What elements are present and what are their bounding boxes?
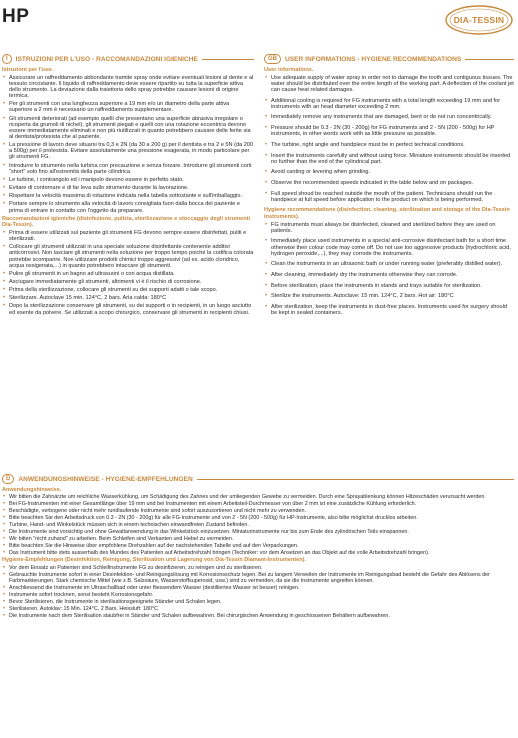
list-item: • Dopo la sterilizzazione conservare gli strumenti, su dei supporti o in recipienti, in un luogo asciutto ed esente da polvere. Se utilizzati a scopo chirurgico, conservare gli strumenti in recipienti chiusi. [2, 303, 254, 315]
list-item: • Prima di essere utilizzati sul paziente gli strumenti FG devono sempre essere disinfettati, puliti e sterilizzati. [2, 230, 254, 242]
logo-text: DIA-TESSIN [453, 15, 505, 25]
italian-heading-row [2, 54, 254, 64]
list-item: • Gli strumenti deteriorati (ad esempio quelli che presentano una superficie abrasiva irregolare o ricoperta da grumoli di nichel), gli strumenti piegati e quelli con una rotazione eccentrica devono essere immediatamente eliminati e non più riutilizzati in quanto potrebbero causare delle ferite sia al dentista/protesista che al paziente. [2, 116, 254, 141]
english-heading-row [264, 54, 514, 64]
dia-tessin-logo [444, 4, 514, 36]
list-item: • Avoid canting or levering when grinding. [264, 169, 514, 175]
list-item: • Sterilisieren. Autoklav: 15 Min. 124°C, 2 Bars. Heissluft: 180°C [2, 606, 514, 612]
english-hygiene-title: Hygiene recommendations (disinfection, cleaning, sterilization and storage of the Dia-Tessin instruments). [264, 207, 510, 221]
italian-heading: ISTRUZIONI PER L'USO - RACCOMANDAZIONI IGIENICHE [15, 55, 198, 63]
list-item: • Wir bitten die Zahnärzte um reichliche Wasserkühlung, um Schädigung des Zahnes und der umliegenden Gewebe zu vermeiden. Durch eine Sprayablenkung können Hitzeschäden verursacht werden. [2, 494, 514, 500]
list-item: • Rispettare la velocità massima di rotazione indicata nella tabella sottostante e sull'imballaggio. [2, 193, 254, 199]
list-item: • Das Instrument bitte stets ausserhalb des Mundes des Patienten auf Arbeitsdrehzahl bringen (Techniker: vor dem Ansetzen an das Objekt auf die volle Arbeitsdrehzahl bringen). [2, 550, 514, 556]
language-badge-i: I [2, 54, 12, 64]
italian-hygiene-title: Raccomandazioni igieniche (disinfezione, pulizia, sterilizzazione e stoccaggio degli strumenti Dia-Tessin). [2, 215, 251, 229]
list-item: • Prima della sterilizzazione, collocare gli strumenti su dei supporti adatti o tale scopo. [2, 287, 254, 293]
list-item: • Le turbine, i contrangolo ed i manipolo devono essere in perfetto stato. [2, 177, 254, 183]
list-item: • FG instruments must always be disinfected, cleaned and sterilized before they are used on patients. [264, 222, 514, 234]
list-item: • Observe the recommended speeds indicated in the table below and on packages. [264, 180, 514, 186]
german-hygiene-title: Hygiene-Empfehlungen (Desinfektion, Reinigung, Sterilisation und Lagerung von Dia-Tessin Diamant-Instrumenten). [2, 557, 306, 564]
list-item: • Sterilize the instruments. Autoclave: 15 min. 124°C, 2 bars. Hot air: 180°C [264, 293, 514, 299]
italian-usage-title: Istruzioni per l'uso. [2, 67, 54, 73]
page-title: HP [2, 6, 30, 27]
heading-rule [465, 59, 514, 60]
list-item: • Sterilizzare. Autoclave 15 min. 124°C, 2 bars. Aria calda: 180°C [2, 295, 254, 301]
list-item: • Full speed shoud be reached outside the mouth of the patient. Technicians should run the handpiece at full speed before application to the product on which is being performed. [264, 191, 514, 203]
english-usage-list [264, 75, 514, 203]
list-item: • Per gli strumenti con una lunghezza superiore a 19 mm e/o un diametro della parte attiva superiore a 2 mm è necessario un raffreddamento supplementare. [2, 101, 254, 113]
list-item: • Insert the instruments carefully and without using force. Miniature instruments should be inserted no further than the end of the cylindrical part. [264, 153, 514, 165]
list-item: • Anschliessend die Instrumente im Ultraschallbad oder unter fliessendem Wasser (destilliertes Wasser ist besser) reinigen. [2, 585, 514, 591]
english-section [264, 54, 514, 321]
list-item: • Immediately remove any instruments that are damaged, bent or do not run concentrically. [264, 114, 514, 120]
list-item: • Turbine, Hand- und Winkelstück müssen sich in einem technischen einwandfreien Zustand befinden. [2, 522, 514, 528]
language-badge-gb: GB [264, 54, 281, 64]
list-item: • Additional cooling is required for FG instruments with a total length exceeding 19 mm and for instruments with an head diameter exceeding 2 mm. [264, 98, 514, 110]
german-hygiene-list [2, 565, 514, 619]
list-item: • Die Instrumente sind vorsichtig und ohne Gewaltanwendung in das Winkelstück einzusetzen. Miniaturinstrumente nur bis zum Ende des zylindrischen Teils einspannen. [2, 529, 514, 535]
german-section [2, 474, 514, 620]
list-item: • Portare sempre lo strumento alla velocità di lavoro consigliata fuori dalla bocca del paziente e prima di entrare in contatto con l'oggetto da preparare. [2, 201, 254, 213]
italian-hygiene-list [2, 230, 254, 316]
german-heading: ANWENDUNGSHINWEISE - HYGIENE-EMPFEHLUNGEN [18, 475, 193, 483]
list-item: • Immediately place used instruments in a special anti-corrosive disinfectant bath for a short time otherwise their colour code may come off. Do not use too aggressive products (hydrochloric acid, hydrogen peroxide,...), they may corrode the instruments. [264, 238, 514, 256]
list-item: • Die Instrumente nach dem Sterilisation staubfrei in Ständer und Schalen aufbewahren. Bei chirurgischen Anwendung in geschlossenen Behältern aufbewahren. [2, 613, 514, 619]
english-usage-title: User informations. [264, 67, 314, 73]
heading-rule [197, 479, 514, 480]
list-item: • Clean the instruments in an ultrasonic bath or under running water (preferably distilled water). [264, 261, 514, 267]
list-item: • Vor dem Einsatz an Patienten sind Schleifinstrumente FG zu desinfizieren, zu reinigen und zu sterilisieren. [2, 565, 514, 571]
list-item: • Assicurare un raffreddamento abbondante tramite spray onde evitare eventuali lesioni al dente e al tessuto circostante. Il liquido di raffreddamento deve essere ripartito su tutta la superficie attiva dello strumento. La deviazione dalla traiettoria dello spray potrebbe causare lesioni di origine termica. [2, 75, 254, 100]
list-item: • Bitte beachten Sie die Hinweise über empfohlene Drehzahlen auf der nachstehenden Tabelle und auf den Verpackungen. [2, 543, 514, 549]
language-badge-d: D [2, 474, 14, 484]
german-heading-row [2, 474, 514, 484]
german-usage-title: Anwendungshinweise. [2, 487, 62, 493]
list-item: • After cleaning, immediately dry the instruments otherwise they can corrode. [264, 272, 514, 278]
italian-section [2, 54, 254, 318]
list-item: • Collocare gli strumenti utilizzati in una speciale soluzione disinfettante contenente additivi anticorrosivi. Non lasciare gli strumenti nella soluzione per troppo tempo poiché la codifica colorata potrebbe scomparire. Non utilizzare prodotti chimici troppo aggressivi (ad es. acido cloridrico, acqua ossigenata,...) in quanto potrebbero intaccare gli strumenti. [2, 244, 254, 269]
list-item: • Pressure should be 0.3 - 2N (30 - 200g) for FG instruments and 2 - 5N (200 - 500g) for HP instruments, in other words work with as little pressure as possible. [264, 125, 514, 137]
list-item: • Introdurre lo strumento nella turbina con precauzione e senza forzare. Introdurre gli strumenti corti "short" solo fino all'estremità della parte cilindrica. [2, 163, 254, 175]
list-item: • Bitte beachten Sie den Arbeitsdruck von 0.3 - 2N (30 - 200g) für alle FG-Instrumente und von 2 - 5N (200 - 500g) für HP-Instrumente, also bitte möglichst drucklos arbeiten. [2, 515, 514, 521]
list-item: • Bei FG-Instrumenten mit einer Gesamtlänge über 19 mm und bei Instrumenten mit einem Arbeitsteil-Durchmesser von über 2 mm ist eine zusätzliche Kühlung erforderlich. [2, 501, 514, 507]
list-item: • Gebrauchte Instrumente sofort in einer Desinfektion- und Reinigungslösung mit Korrosionsschutz legen. Bei zu langem Verweilen der Instrumente im Reinigungsbad besteht die Gefahr des Ablösens der Farbmarkierungen. Stark chemische Mittel (wie z.B. Salzsäure, Wasserstoffsuperoxid, usw.) sind zu vermeiden, da sie die Instrumente angreifen können. [2, 572, 514, 584]
list-item: • Beschädigte, verbogene oder nicht mehr rundlaufende Instrumente sind sofort auszusortieren und nicht mehr zu verwenden. [2, 508, 514, 514]
list-item: • La pressione di lavoro deve situarsi tra 0,3 e 2N (da 30 a 200 g) per il dentista e tra 2 e 5N (da 200 a 500g) per il protesista. Evitare assolutamente una pressione esagerata, in modo particolare per gli strumenti FG. [2, 142, 254, 160]
list-item: • Bevor Sterilisieren, die Instrumente in sterilisationsgeeignete Ständer und Schalen legen. [2, 599, 514, 605]
list-item: • Before sterilization, place the instruments in stands and trays suitable for sterilization. [264, 283, 514, 289]
list-item: • Pulire gli strumenti in un bagno ad ultrasuoni o con acqua distillata. [2, 271, 254, 277]
list-item: • The turbine, right angle and handpiece must be in perfect technical conditions. [264, 142, 514, 148]
list-item: • Asciugare immediatamente gli strumenti, altrimenti vi è il rischio di corrosione. [2, 279, 254, 285]
english-hygiene-list [264, 222, 514, 317]
list-item: • Use adequate supply of water spray in order not to damage the tooth and contiguous tissues. The water should be distributed over the entire length of the working part. A deflection of the coolant jet can cause heat related damages. [264, 75, 514, 93]
english-heading: USER INFORMATIONS - HYGIENE RECOMMENDATIONS [285, 55, 462, 63]
list-item: • Instrumente sofort trocknen, sonst besteht Korrosionsgefahr. [2, 592, 514, 598]
italian-usage-list [2, 75, 254, 214]
list-item: • Wir bitten "nicht zuhand" zu arbeiten. Beim Schleifen sind Verkanten und Hebel zu vermeiden. [2, 536, 514, 542]
list-item: • Evitare di contornare e di far leva sullo strumento durante la lavorazione. [2, 185, 254, 191]
list-item: • After sterilization, keep the instruments in dust-free places. Instruments used for surgery should be kept in sealed containers. [264, 304, 514, 316]
german-usage-list [2, 494, 514, 556]
heading-rule [202, 59, 254, 60]
